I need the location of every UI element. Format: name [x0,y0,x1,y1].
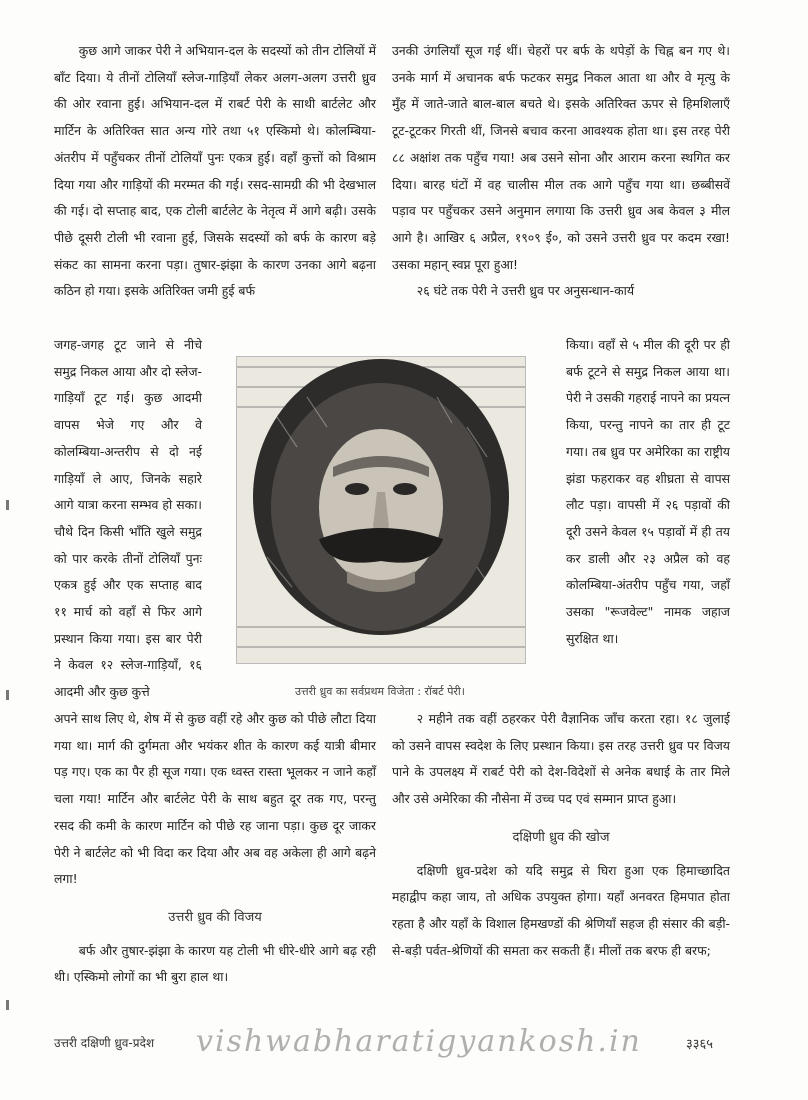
scan-edge-mark [6,500,9,510]
paragraph: कुछ आगे जाकर पेरी ने अभियान-दल के सदस्यों को तीन टोलियों में बाँट दिया। ये तीनों टोलियाँ स्लेज-गाड़ियाँ लेकर अलग-अलग उत्तरी ध्रुव की ओर रवाना हुई। अभियान-दल में राबर्ट पेरी के साथी बार्टलेट और मार्टिन के अतिरिक्त सात अन्य गोरे तथा ५१ एस्किमो थे। कोलम्बिया-अंतरीप में पहुँचकर तीनों टोलियाँ पुनः एकत्र हुई। वहाँ कुत्तों को विश्राम दिया गया और गाड़ियों की मरम्मत की गई। रसद-सामग्री की भी देखभाल की गई। दो सप्ताह बाद, एक टोली बार्टलेट के नेतृत्व में आगे बढ़ी। उसके पीछे दूसरी टोली भी रवाना हुई, जिसके सदस्यों को बर्फ के कारण बड़े संकट का सामना करना पड़ा। तुषार-झंझा के कारण उनका आगे बढ़ना कठिन हो गया। इसके अतिरिक्त जमी हुई बर्फ [54,43,376,299]
scan-edge-mark [6,690,9,700]
left-column-wrap [54,332,202,706]
section-heading-south-pole: दक्षिणी ध्रुव की खोज [512,829,610,845]
paragraph: किया। वहाँ से ५ मील की दूरी पर ही बर्फ टूटने से समुद्र निकल आया था। पेरी ने उसकी गहराई नापने का प्रयत्न किया, परन्तु नापने का तार ही टूट गया। तब ध्रुव पर अमेरिका का राष्ट्रीय झंडा फहराकर वह शीघ्रता से वापस लौट पड़ा। वापसी में २६ पड़ावों की दूरी उसने केवल १५ पड़ावों में ही तय कर डाली और २३ अप्रैल को वह कोलम्बिया-अंतरीप पहुँच गया, जहाँ उसका "रूजवेल्ट" नामक जहाज सुरक्षित था। [566,337,730,646]
scan-edge-mark [6,1000,9,1010]
photo-caption: उत्तरी ध्रुव का सर्वप्रथम विजेता : रॉबर्ट पेरी। [295,685,465,698]
portrait-illustration [237,357,525,663]
left-column-top [54,38,376,305]
paragraph: उनकी उंगलियाँ सूज गई थीं। चेहरों पर बर्फ के थपेड़ों के चिह्न बन गए थे। उनके मार्ग में अचानक बर्फ फटकर समुद्र निकल आता था और वे मृत्यु के मुँह में जाते-जाते बाल-बाल बचते थे। इसके अतिरिक्त ऊपर से हिमशिलाएँ टूट-टूटकर गिरती थीं, जिनसे बचाव करना आवश्यक होता था। इस तरह पेरी ८८ अक्षांश तक पहुँच गया! अब उसने सोना और आराम करना स्थगित कर दिया। बारह घंटों में वह चालीस मील तक आगे पहुँच गया था। छब्बीसवें पड़ाव पर पहुँचकर उसने अनुमान लगाया कि उत्तरी ध्रुव अब केवल ३ मील आगे है। आखिर ६ अप्रैल, १९०९ ई०, को उसने उत्तरी ध्रुव पर कदम रखा! उसका महान् स्वप्न पूरा हुआ! [392,43,730,272]
page-number: ३३६५ [686,1037,714,1052]
paragraph: दक्षिणी ध्रुव-प्रदेश को यदि समुद्र से घिरा हुआ एक हिमाच्छादित महाद्वीप कहा जाय, तो अधिक उपयुक्त होगा। यहाँ अनवरत हिमपात होता रहता है और यहाँ के विशाल हिमखण्डों की श्रेणियाँ सहज ही संसार की बड़ी-से-बड़ी पर्वत-श्रेणियों की समता कर सकती हैं। मीलों तक बरफ ही बरफ; [392,862,730,958]
portrait-photo [236,356,526,664]
right-column-bottom [392,706,730,964]
paragraph: बर्फ और तुषार-झंझा के कारण यह टोली भी धीरे-धीरे आगे बढ़ रही थी। एस्किमो लोगों का भी बुरा हाल था। [54,942,376,985]
right-column-wrap [566,332,730,652]
paragraph: जगह-जगह टूट जाने से नीचे समुद्र निकल आया और दो स्लेज-गाड़ियाँ टूट गई। कुछ आदमी वापस भेजे गए और वे कोलम्बिया-अन्तरीप से दो नई गाड़ियाँ ले आए, जिनके सहारे आगे यात्रा करना सम्भव हो सका। चौथे दिन किसी भाँति खुले समुद्र को पार करके तीनों टोलियाँ पुनः एकत्र हुई और एक सप्ताह बाद ११ मार्च को वहाँ से फिर आगे प्रस्थान किया गया। इस बार पेरी ने केवल १२ स्लेज-गाड़ियाँ, १६ आदमी और कुछ कुत्ते [54,337,202,700]
running-title: उत्तरी दक्षिणी ध्रुव-प्रदेश [54,1036,155,1050]
watermark-text: vishwabharatigyankosh.in [196,1024,642,1059]
paragraph: २ महीने तक वहीं ठहरकर पेरी वैज्ञानिक जाँच करता रहा। १८ जुलाई को उसने वापस स्वदेश के लिए प्रस्थान किया। इस तरह उत्तरी ध्रुव पर विजय पाने के उपलक्ष्य में राबर्ट पेरी को देश-विदेशों से अनेक बधाई के तार मिले और उसे अमेरिका की नौसेना में उच्च पद एवं सम्मान प्राप्त हुआ। [392,711,730,807]
left-column-bottom [54,706,376,991]
section-heading-north-pole: उत्तरी ध्रुव की विजय [168,909,262,925]
paragraph: २६ घंटे तक पेरी ने उत्तरी ध्रुव पर अनुसन्धान-कार्य [416,283,635,299]
paragraph: अपने साथ लिए थे, शेष में से कुछ वहीं रहे और कुछ को पीछे लौटा दिया गया था। मार्ग की दुर्गमता और भयंकर शीत के कारण कई यात्री बीमार पड़ गए। एक का पैर ही सूज गया। एक ध्वस्त रास्ता भूलकर न जाने कहाँ चला गया! मार्टिन और बार्टलेट पेरी के साथ बहुत दूर तक गए, परन्तु रसद की कमी के कारण मार्टिन को पीछे रह जाना पड़ा। कुछ दूर जाकर पेरी ने बार्टलेट को भी विदा कर दिया और अब वह अकेला ही आगे बढ़ने लगा! [54,711,376,887]
right-column-top [392,38,730,305]
